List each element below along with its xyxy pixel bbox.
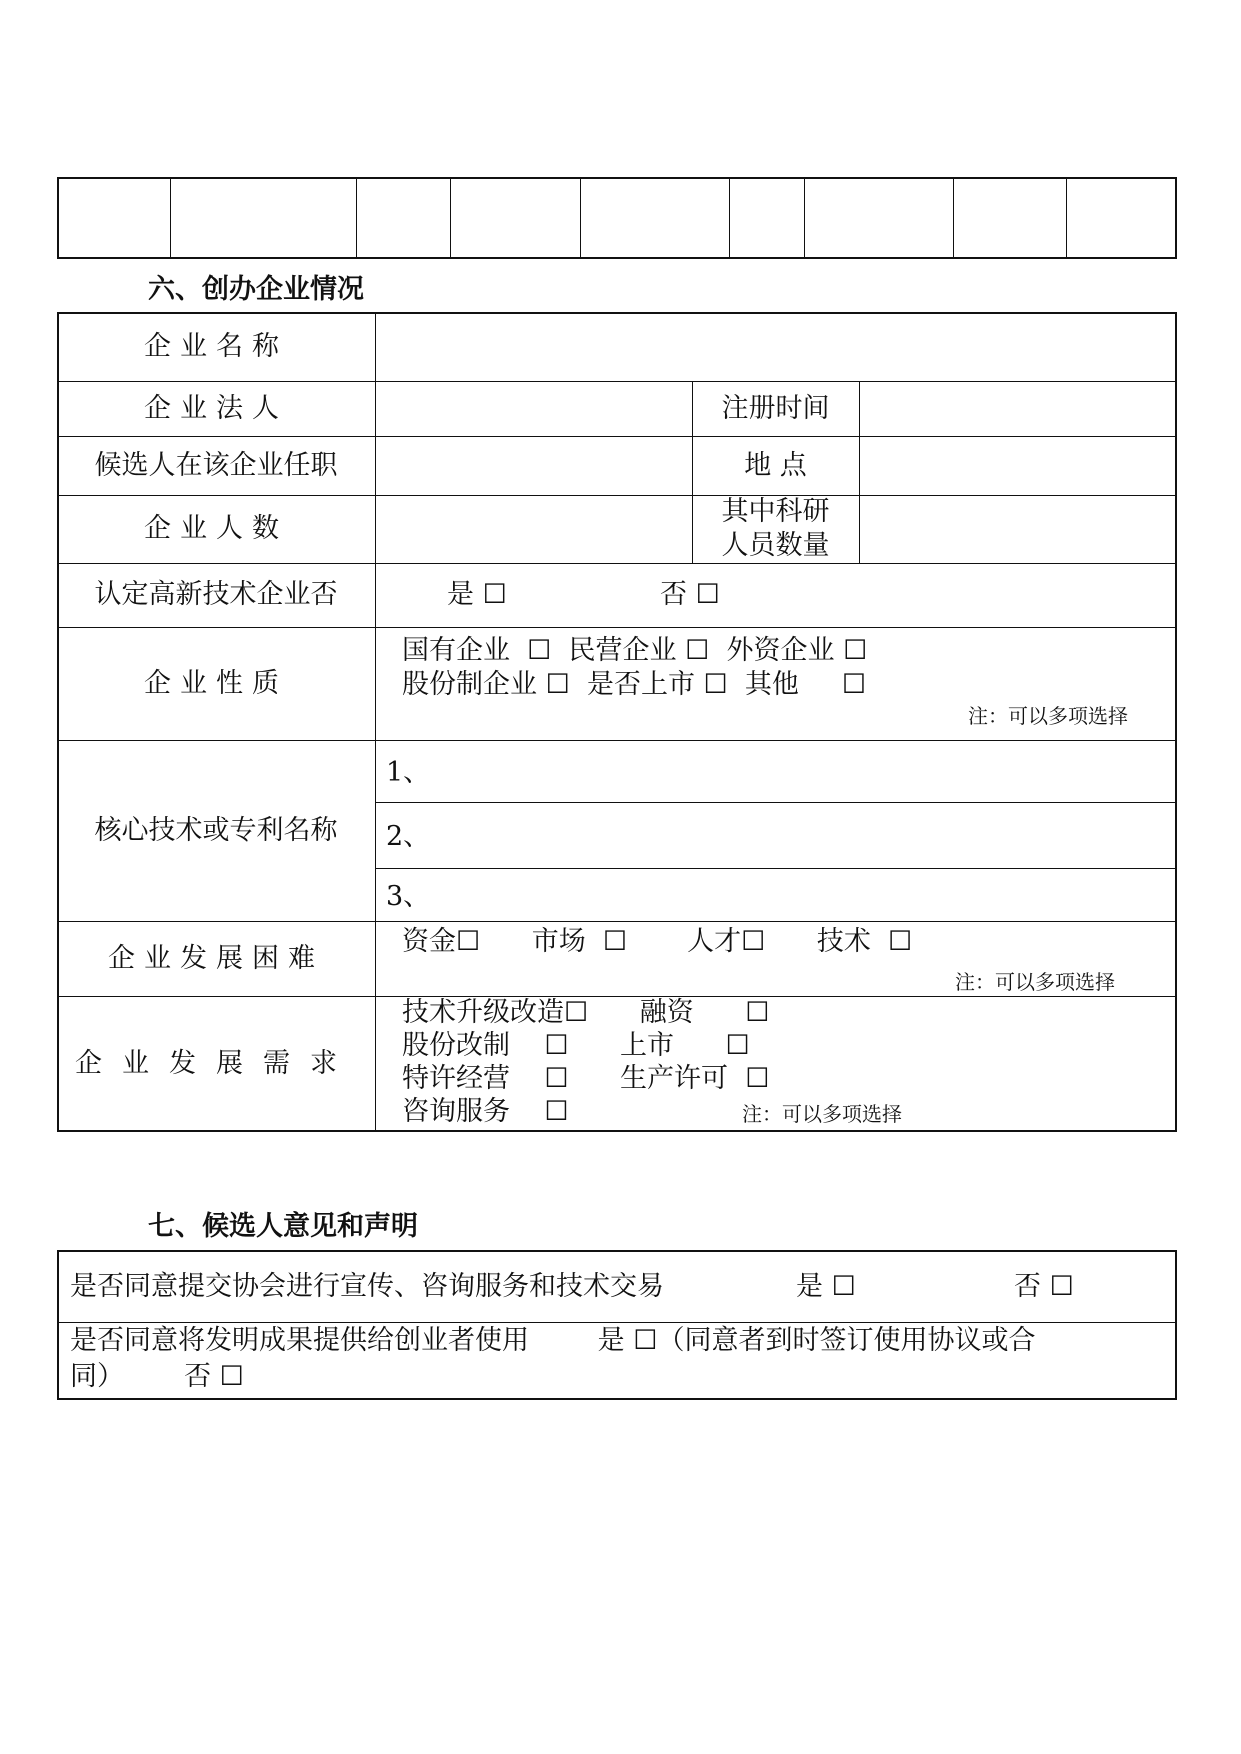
core-tech-item-2[interactable]: 2、 bbox=[386, 821, 431, 852]
needs-options-line2[interactable]: 股份改制 ☐ 上市 ☐ bbox=[402, 1030, 750, 1061]
location-field[interactable] bbox=[861, 437, 1175, 494]
nature-options-line1[interactable]: 国有企业 ☐ 民营企业 ☐ 外资企业 ☐ bbox=[402, 635, 868, 666]
high-tech-no-checkbox[interactable]: 否 ☐ bbox=[660, 579, 720, 610]
nature-label: 企业性质 bbox=[144, 667, 288, 699]
top-table-divider bbox=[450, 177, 451, 259]
difficulty-note: 注：可以多项选择 bbox=[955, 970, 1115, 994]
legal-person-label: 企业法人 bbox=[144, 392, 288, 424]
needs-note: 注：可以多项选择 bbox=[742, 1102, 902, 1126]
core-tech-item-1[interactable]: 1、 bbox=[386, 757, 431, 788]
company-name-field[interactable] bbox=[377, 313, 1175, 380]
researchers-label-line1: 其中科研 bbox=[721, 496, 830, 527]
top-table-divider bbox=[1066, 177, 1067, 259]
row-divider bbox=[375, 802, 1177, 803]
researchers-label-line2: 人员数量 bbox=[721, 530, 830, 561]
difficulty-options[interactable]: 资金☐ 市场 ☐ 人才☐ 技术 ☐ bbox=[402, 926, 913, 957]
top-table-divider bbox=[170, 177, 171, 259]
row-divider bbox=[57, 1322, 1177, 1323]
needs-options-line4[interactable]: 咨询服务 ☐ bbox=[402, 1096, 569, 1127]
nature-note: 注：可以多项选择 bbox=[968, 704, 1128, 728]
top-table bbox=[57, 177, 1177, 259]
label-column-divider bbox=[375, 312, 376, 1132]
employees-field[interactable] bbox=[377, 496, 691, 562]
top-table-divider bbox=[729, 177, 730, 259]
core-tech-label: 核心技术或专利名称 bbox=[94, 814, 338, 846]
needs-options-line3[interactable]: 特许经营 ☐ 生产许可 ☐ bbox=[402, 1063, 770, 1094]
company-name-label: 企业名称 bbox=[144, 330, 288, 362]
needs-label: 企业发展需求 bbox=[75, 1048, 357, 1079]
position-field[interactable] bbox=[377, 437, 691, 494]
column-divider bbox=[859, 381, 860, 563]
location-label: 地 点 bbox=[744, 449, 807, 481]
section6-title: 六、创办企业情况 bbox=[148, 274, 364, 305]
top-table-divider bbox=[804, 177, 805, 259]
promotion-no-checkbox[interactable]: 否 ☐ bbox=[1014, 1271, 1074, 1302]
top-table-divider bbox=[953, 177, 954, 259]
top-table-divider bbox=[580, 177, 581, 259]
promotion-question: 是否同意提交协会进行宣传、咨询服务和技术交易 bbox=[70, 1271, 664, 1302]
high-tech-label: 认定高新技术企业否 bbox=[94, 579, 338, 610]
share-invention-line2[interactable]: 同） 否 ☐ bbox=[70, 1361, 244, 1392]
difficulty-label: 企业发展困难 bbox=[108, 942, 324, 974]
core-tech-item-3[interactable]: 3、 bbox=[386, 881, 431, 912]
register-time-label: 注册时间 bbox=[721, 392, 830, 424]
promotion-yes-checkbox[interactable]: 是 ☐ bbox=[796, 1271, 856, 1302]
needs-options-line1[interactable]: 技术升级改造☐ 融资 ☐ bbox=[402, 997, 770, 1028]
researchers-label bbox=[692, 495, 859, 563]
top-table-divider bbox=[356, 177, 357, 259]
position-label: 候选人在该企业任职 bbox=[94, 449, 338, 481]
legal-person-field[interactable] bbox=[377, 382, 691, 435]
researchers-field[interactable] bbox=[861, 496, 1175, 562]
section7-title: 七、候选人意见和声明 bbox=[148, 1211, 418, 1242]
employees-label: 企业人数 bbox=[144, 513, 288, 544]
nature-options-line2[interactable]: 股份制企业 ☐ 是否上市 ☐ 其他 ☐ bbox=[402, 669, 867, 700]
register-time-field[interactable] bbox=[861, 382, 1175, 435]
share-invention-line1[interactable]: 是否同意将发明成果提供给创业者使用 是 ☐（同意者到时签订使用协议或合 bbox=[70, 1325, 1036, 1356]
high-tech-yes-checkbox[interactable]: 是 ☐ bbox=[447, 579, 507, 610]
row-divider bbox=[375, 868, 1177, 869]
